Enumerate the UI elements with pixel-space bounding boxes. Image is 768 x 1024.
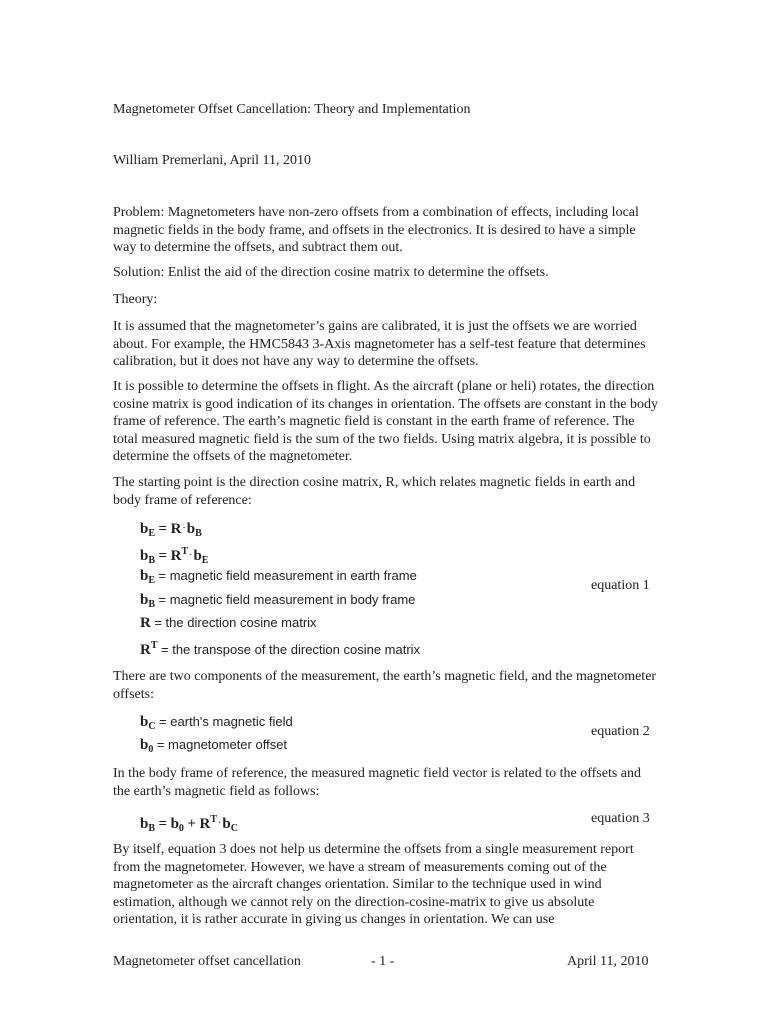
definition-bE: $b_E$ = magnetic field measurement in earth frame (140, 568, 417, 586)
definition-RT: $R^T$ = the transpose of the direction cosine matrix (140, 640, 421, 658)
footer-title: Magnetometer offset cancellation (113, 954, 301, 969)
equation-bE-R-bB: $b_E = R\cdot b_B$ (140, 521, 202, 539)
definition-bC: $b_C$ = earth's magnetic field (140, 714, 293, 732)
equation-1-label: equation 1 (591, 578, 650, 593)
equation-bB-b0-RT-bC: $b_B = b_0 + R^T\cdot b_C$ (140, 814, 238, 834)
paragraph-assumed: It is assumed that the magnetometer’s gains are calibrated, it is just the offsets we are worried about. For example, the HMC5843 3-Axis magnetometer has a self-test feature that determines calibration, but it does not have any way to determine the offsets. (113, 319, 646, 369)
paragraph-starting-point: The starting point is the direction cosine matrix, R, which relates magnetic fields in earth and body frame of reference: (113, 475, 636, 508)
paragraph-two-components: There are two components of the measurement, the earth’s magnetic field, and the magnetometer offsets: (113, 669, 657, 702)
heading-theory: Theory: (113, 292, 158, 307)
paragraph-solution: Solution: Enlist the aid of the direction cosine matrix to determine the offsets. (113, 265, 549, 280)
footer-page-number: - 1 - (371, 954, 395, 969)
definition-b0: $b_0$ = magnetometer offset (140, 737, 288, 755)
paragraph-problem: Problem: Magnetometers have non-zero offsets from a combination of effects, including local magnetic fields in the body frame, and offsets in the electronics. It is desired to have a simple way to determine the offsets, and subtract them out. (113, 205, 639, 255)
equation-bB-RT-bE: $b_B = R^T\cdot b_E$ (140, 546, 209, 566)
paragraph-possible: It is possible to determine the offsets in flight. As the aircraft (plane or heli) rotates, the direction cosine matrix is good indication of its changes in orientation. The offsets are constant in the body frame of reference. The earth’s magnetic field is constant in the earth frame of reference. The total measured magnetic field is the sum of the two fields. Using matrix algebra, it is possible to determine the offsets of the magnetometer. (113, 379, 658, 464)
equation-2-label: equation 2 (591, 724, 650, 739)
document-title: Magnetometer Offset Cancellation: Theory and Implementation (113, 102, 471, 117)
author-line: William Premerlani, April 11, 2010 (113, 153, 311, 168)
paragraph-body-frame: In the body frame of reference, the measured magnetic field vector is related to the offsets and the earth’s magnetic field as follows: (113, 766, 642, 799)
definition-R: R = the direction cosine matrix (140, 615, 317, 631)
paragraph-by-itself: By itself, equation 3 does not help us determine the offsets from a single measurement report from the magnetometer. However, we have a stream of measurements coming out of the magnetometer as the aircraft changes orientation. Similar to the technique used in wind estimation, although we cannot rely on the direction-cosine-matrix to give us absolute orientation, it is rather accurate in giving us changes in orientation. We can use (113, 842, 634, 927)
footer-date: April 11, 2010 (567, 954, 649, 969)
equation-3-label: equation 3 (591, 811, 650, 826)
definition-bB: $b_B$ = magnetic field measurement in body frame (140, 592, 416, 610)
